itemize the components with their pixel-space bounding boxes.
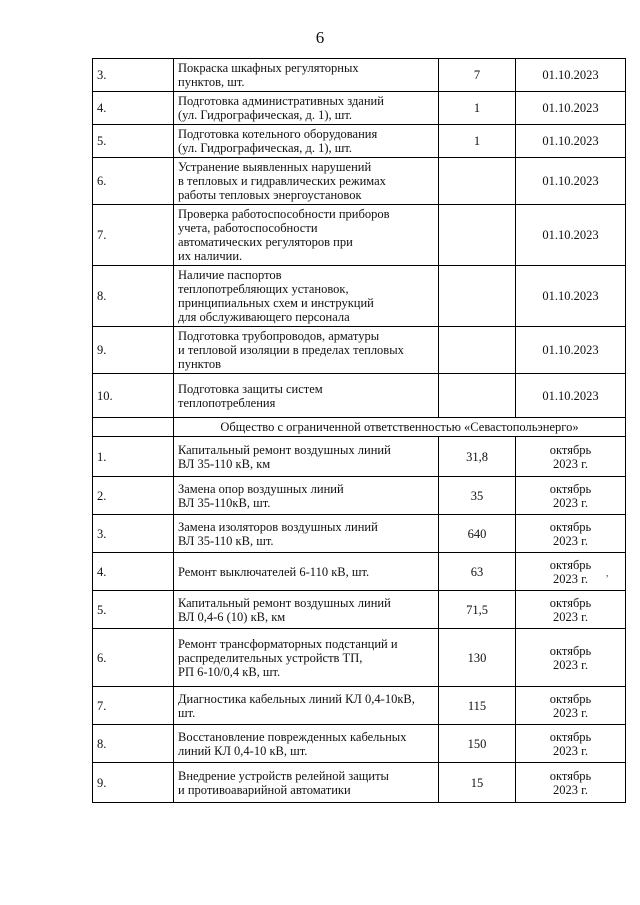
- description-line: теплопотребляющих установок,: [178, 282, 349, 296]
- row-quantity: [439, 374, 516, 418]
- table-row: [93, 763, 626, 803]
- row-deadline: [516, 763, 626, 803]
- description-line: учета, работоспособности: [178, 221, 318, 235]
- row-number: 5.: [93, 125, 174, 158]
- description-line: Наличие паспортов: [178, 268, 282, 282]
- row-description: [174, 266, 439, 327]
- description-line: ВЛ 35-110 кВ, км: [178, 456, 271, 471]
- description-line: Ремонт выключателей 6-110 кВ, шт.: [178, 564, 370, 579]
- description-line: теплопотребления: [178, 395, 276, 410]
- description-line: Подготовка котельного оборудования: [178, 127, 378, 141]
- row-deadline: [516, 515, 626, 553]
- description-line: Проверка работоспособности приборов: [178, 207, 390, 221]
- row-number: 3.: [93, 59, 174, 92]
- row-number: 1.: [93, 437, 174, 477]
- row-quantity: 1: [439, 92, 516, 125]
- row-deadline: 01.10.2023: [516, 205, 626, 266]
- deadline-line: октябрь: [549, 519, 592, 534]
- row-description: [174, 591, 439, 629]
- description-line: Подготовка трубопроводов, арматуры: [178, 329, 380, 343]
- row-quantity: 130: [439, 629, 516, 687]
- description-line: Внедрение устройств релейной защиты: [178, 768, 389, 783]
- description-line: пунктов, шт.: [178, 75, 245, 89]
- row-number: 6.: [93, 158, 174, 205]
- table-row: [93, 266, 626, 327]
- row-deadline: 01.10.2023: [516, 59, 626, 92]
- description-line: и противоаварийной автоматики: [178, 782, 351, 797]
- deadline-line: октябрь: [549, 691, 592, 706]
- row-description: [174, 205, 439, 266]
- row-quantity: 640: [439, 515, 516, 553]
- description-line: пунктов: [178, 357, 221, 371]
- row-description: [174, 437, 439, 477]
- row-description: [174, 763, 439, 803]
- deadline-line: 2023 г.: [553, 533, 588, 548]
- row-number: 2.: [93, 477, 174, 515]
- table-row: [93, 205, 626, 266]
- row-number: 9.: [93, 327, 174, 374]
- description-line: ВЛ 0,4-6 (10) кВ, км: [178, 609, 286, 624]
- description-line: их наличии.: [178, 249, 243, 263]
- description-line: для обслуживающего персонала: [178, 310, 350, 324]
- table-row: [93, 92, 626, 125]
- table-row: [93, 158, 626, 205]
- row-quantity: 115: [439, 687, 516, 725]
- row-description: [174, 553, 439, 591]
- row-deadline: 01.10.2023: [516, 125, 626, 158]
- row-description: [174, 92, 439, 125]
- description-line: Диагностика кабельных линий КЛ 0,4-10кВ,: [178, 691, 415, 706]
- description-line: распределительных устройств ТП,: [178, 650, 363, 665]
- deadline-line: октябрь: [549, 768, 592, 783]
- description-line: Подготовка административных зданий: [178, 94, 384, 108]
- row-deadline: [516, 687, 626, 725]
- description-line: Ремонт трансформаторных подстанций и: [178, 636, 398, 651]
- table-row: [93, 725, 626, 763]
- table-row: [93, 59, 626, 92]
- row-deadline: 01.10.2023: [516, 327, 626, 374]
- row-quantity: [439, 158, 516, 205]
- table-row: [93, 125, 626, 158]
- row-deadline: [516, 437, 626, 477]
- row-deadline: 01.10.2023: [516, 92, 626, 125]
- row-number: 10.: [93, 374, 174, 418]
- table-row: [93, 515, 626, 553]
- table-row: [93, 591, 626, 629]
- row-number: 6.: [93, 629, 174, 687]
- deadline-line: 2023 г.: [553, 743, 588, 758]
- row-number: 9.: [93, 763, 174, 803]
- row-deadline: [516, 725, 626, 763]
- row-number: 4.: [93, 553, 174, 591]
- org-header: Общество с ограниченной ответственностью «Севастопольэнерго»: [174, 418, 626, 437]
- row-description: [174, 515, 439, 553]
- table-section-top: [93, 59, 626, 418]
- deadline-line: октябрь: [549, 557, 592, 572]
- description-line: (ул. Гидрографическая, д. 1), шт.: [178, 141, 353, 155]
- description-line: Замена изоляторов воздушных линий: [178, 519, 378, 534]
- description-line: и тепловой изоляции в пределах тепловых: [178, 343, 404, 357]
- row-quantity: 63: [439, 553, 516, 591]
- row-deadline: [516, 477, 626, 515]
- table-row: [93, 687, 626, 725]
- row-number: 7.: [93, 205, 174, 266]
- description-line: автоматических регуляторов при: [178, 235, 353, 249]
- row-description: [174, 725, 439, 763]
- description-line: ВЛ 35-110кВ, шт.: [178, 495, 271, 510]
- row-number: 3.: [93, 515, 174, 553]
- description-line: Капитальный ремонт воздушных линий: [178, 442, 391, 457]
- deadline-line: октябрь: [549, 643, 592, 658]
- row-description: [174, 477, 439, 515]
- row-quantity: 71,5: [439, 591, 516, 629]
- description-line: принципиальных схем и инструкций: [178, 296, 374, 310]
- description-line: Восстановление поврежденных кабельных: [178, 729, 407, 744]
- description-line: шт.: [178, 705, 196, 720]
- row-number: 7.: [93, 687, 174, 725]
- description-line: Покраска шкафных регуляторных: [178, 61, 359, 75]
- table-row: [93, 553, 626, 591]
- deadline-line: октябрь: [549, 729, 592, 744]
- row-quantity: 31,8: [439, 437, 516, 477]
- description-line: Подготовка защиты систем: [178, 381, 323, 396]
- description-line: Капитальный ремонт воздушных линий: [178, 595, 391, 610]
- row-deadline: [516, 591, 626, 629]
- table-row: [93, 477, 626, 515]
- page-number: 6: [315, 28, 325, 47]
- deadline-line: 2023 г.: [553, 657, 588, 672]
- row-description: [174, 629, 439, 687]
- work-plan-table: [92, 58, 626, 803]
- row-number: 8.: [93, 725, 174, 763]
- deadline-line: 2023 г.: [553, 782, 588, 797]
- description-line: ВЛ 35-110 кВ, шт.: [178, 533, 274, 548]
- row-description: [174, 327, 439, 374]
- table-row: [93, 327, 626, 374]
- row-deadline: [516, 553, 626, 591]
- org-header-empty-cell: [93, 418, 174, 437]
- description-line: в тепловых и гидравлических режимах: [178, 174, 386, 188]
- row-quantity: 1: [439, 125, 516, 158]
- row-quantity: 7: [439, 59, 516, 92]
- deadline-line: 2023 г.: [553, 571, 588, 586]
- description-line: РП 6-10/0,4 кВ, шт.: [178, 664, 281, 679]
- table-section-org: [93, 418, 626, 437]
- deadline-line: 2023 г.: [553, 495, 588, 510]
- description-line: Устранение выявленных нарушений: [178, 160, 372, 174]
- row-deadline: [516, 629, 626, 687]
- row-number: 5.: [93, 591, 174, 629]
- row-number: 8.: [93, 266, 174, 327]
- table-row: [93, 437, 626, 477]
- row-deadline: 01.10.2023: [516, 374, 626, 418]
- row-deadline: 01.10.2023: [516, 158, 626, 205]
- margin-mark: ,: [606, 568, 609, 579]
- table-row: [93, 374, 626, 418]
- deadline-line: октябрь: [549, 595, 592, 610]
- row-description: [174, 59, 439, 92]
- description-line: (ул. Гидрографическая, д. 1), шт.: [178, 108, 353, 122]
- row-number: 4.: [93, 92, 174, 125]
- row-quantity: 15: [439, 763, 516, 803]
- row-quantity: [439, 327, 516, 374]
- row-description: [174, 687, 439, 725]
- row-quantity: 150: [439, 725, 516, 763]
- deadline-line: октябрь: [549, 481, 592, 496]
- description-line: линий КЛ 0,4-10 кВ, шт.: [178, 743, 308, 758]
- row-description: [174, 374, 439, 418]
- row-description: [174, 125, 439, 158]
- table-row: [93, 629, 626, 687]
- deadline-line: октябрь: [549, 442, 592, 457]
- org-header-row: [93, 418, 626, 437]
- description-line: работы тепловых энергоустановок: [178, 188, 362, 202]
- row-quantity: [439, 266, 516, 327]
- deadline-line: 2023 г.: [553, 705, 588, 720]
- description-line: Замена опор воздушных линий: [178, 481, 344, 496]
- row-description: [174, 158, 439, 205]
- table-section-bottom: [93, 437, 626, 803]
- row-deadline: 01.10.2023: [516, 266, 626, 327]
- deadline-line: 2023 г.: [553, 456, 588, 471]
- deadline-line: 2023 г.: [553, 609, 588, 624]
- row-quantity: 35: [439, 477, 516, 515]
- row-quantity: [439, 205, 516, 266]
